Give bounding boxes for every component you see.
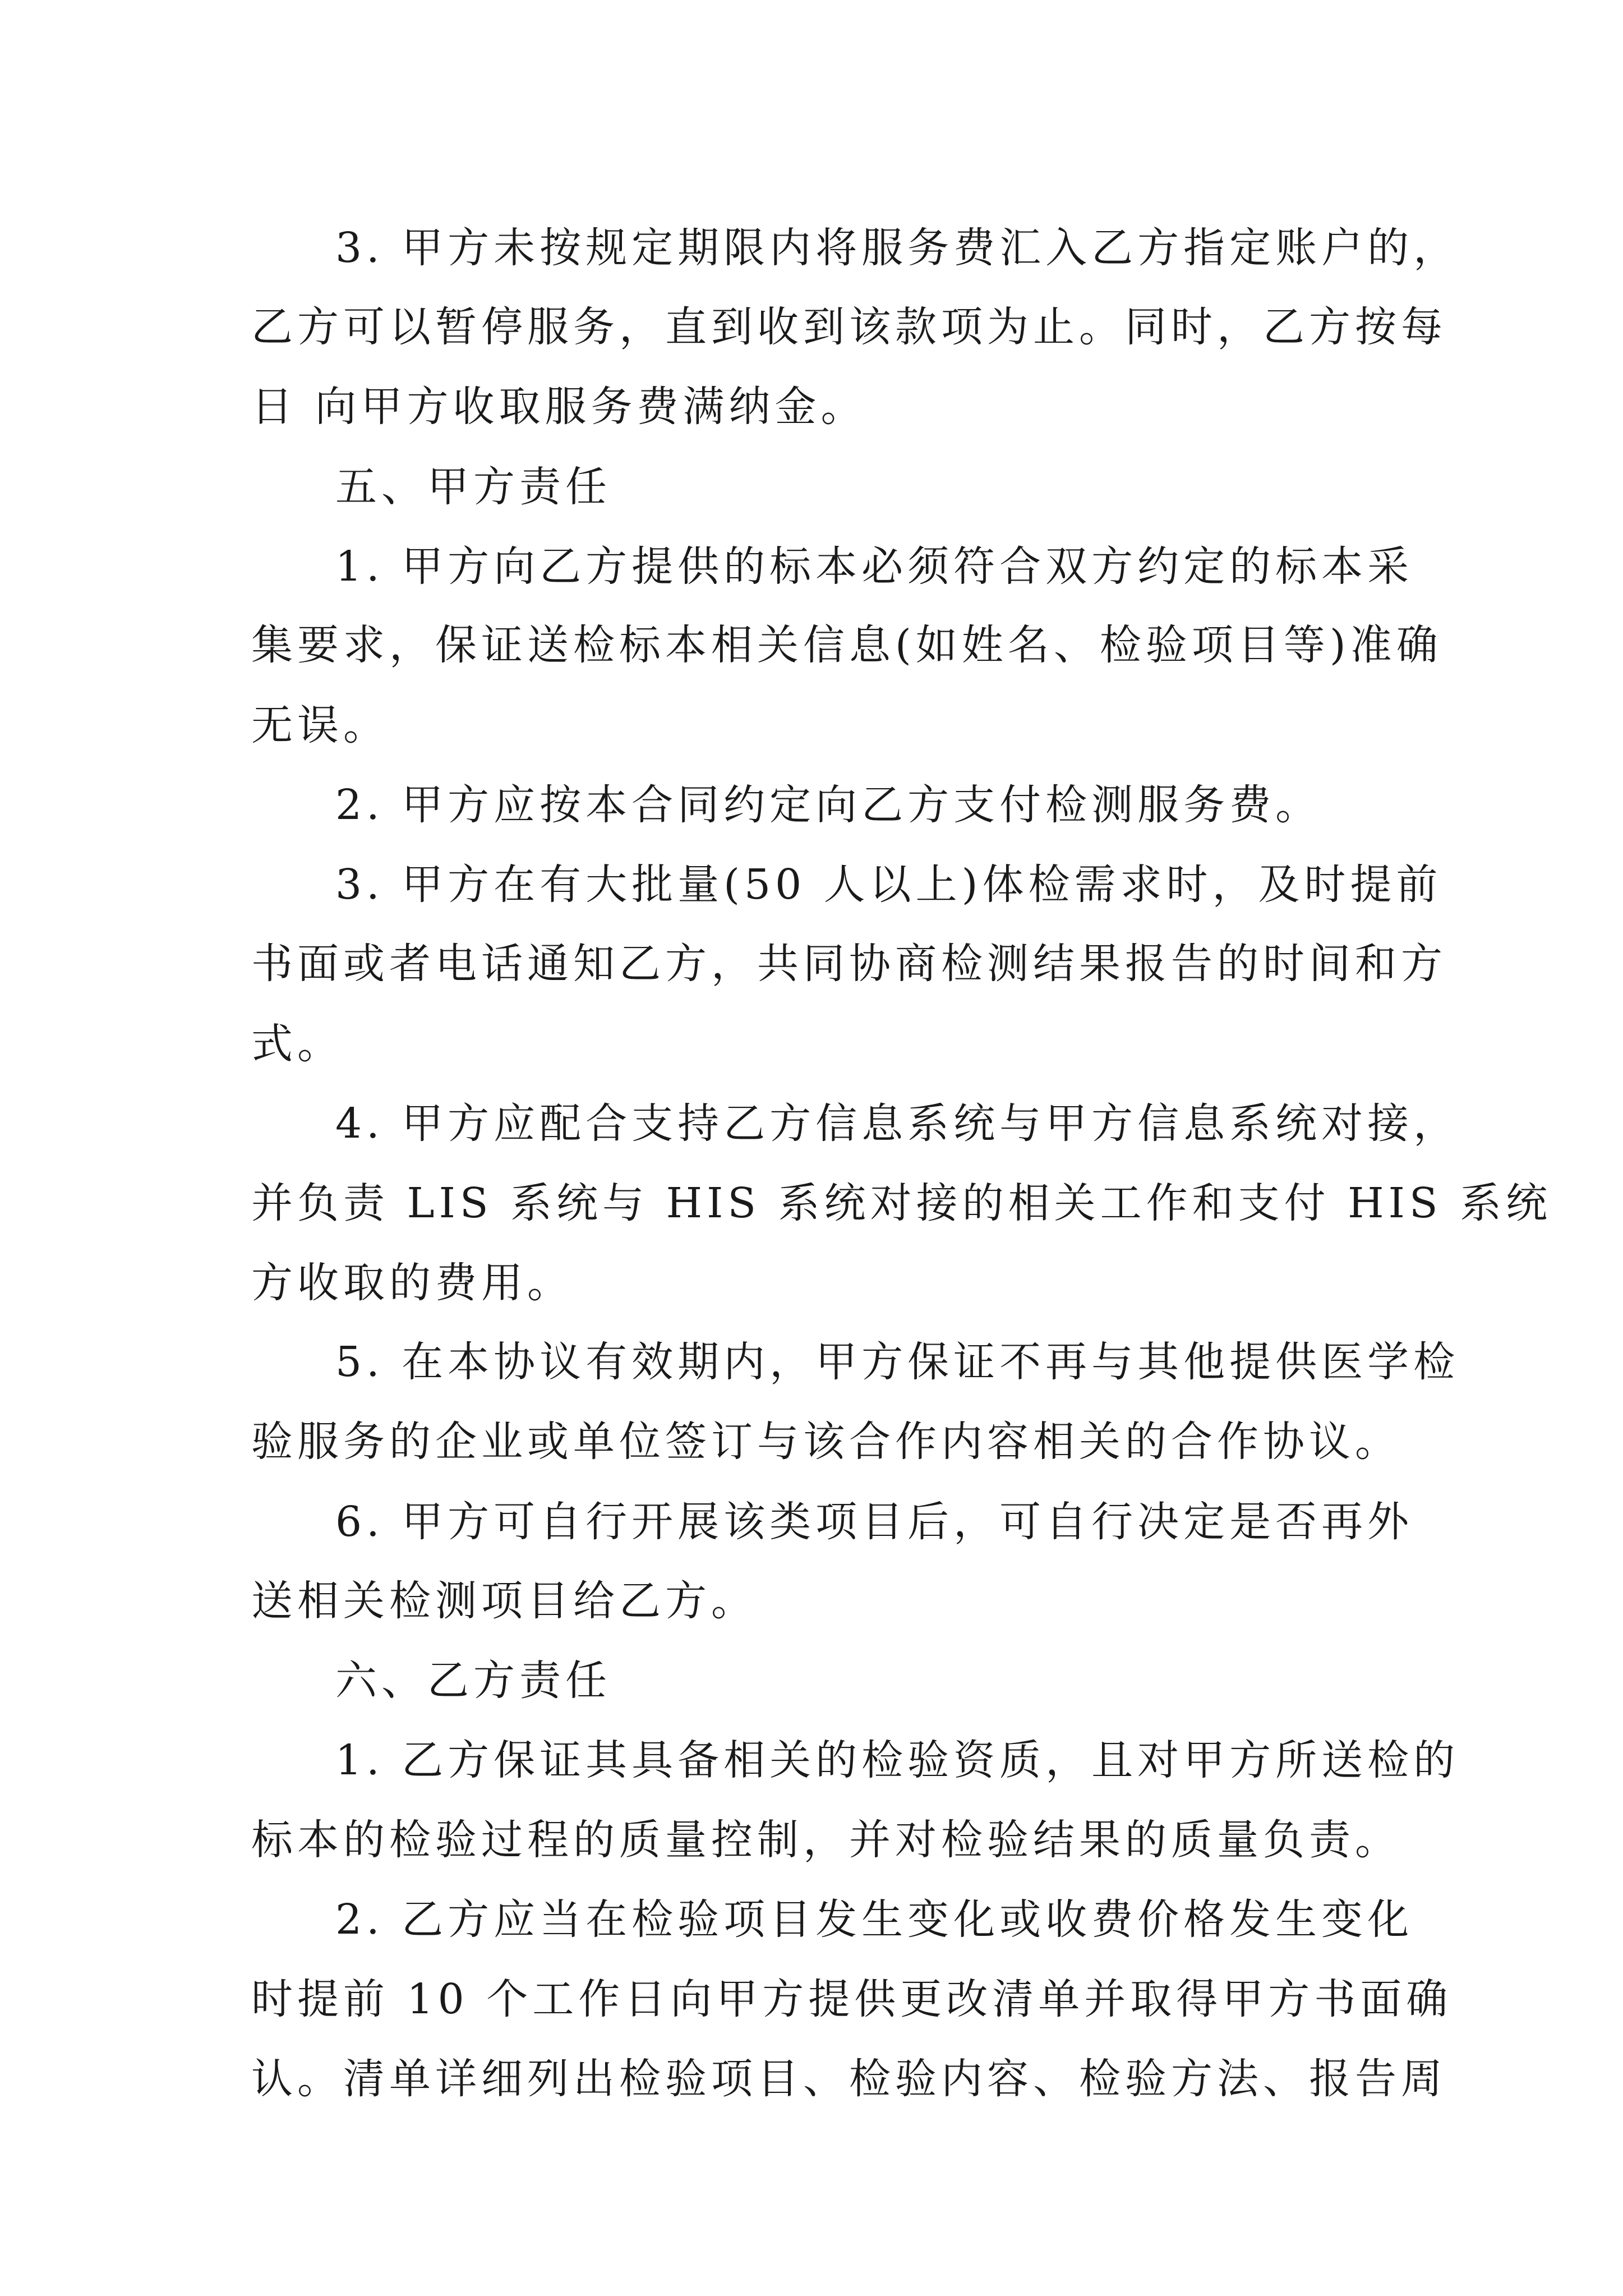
text-line: 日 向甲方收取服务费满纳金。 — [251, 383, 867, 431]
text-line: 4. 甲方应配合支持乙方信息系统与甲方信息系统对接， — [335, 1099, 1460, 1148]
text-line: 标本的检验过程的质量控制，并对检验结果的质量负责。 — [251, 1816, 1401, 1864]
text-line: 式。 — [251, 1020, 343, 1068]
text-line: 1. 甲方向乙方提供的标本必须符合双方约定的标本采 — [335, 542, 1414, 591]
text-line: 2. 甲方应按本合同约定向乙方支付检测服务费。 — [335, 781, 1322, 829]
text-line: 3. 甲方未按规定期限内将服务费汇入乙方指定账户的， — [335, 224, 1460, 272]
text-line: 送相关检测项目给乙方。 — [251, 1577, 757, 1625]
text-line: 方收取的费用。 — [251, 1259, 573, 1307]
text-line: 乙方可以暂停服务，直到收到该款项为止。同时，乙方按每 — [251, 303, 1447, 351]
section-heading: 五、甲方责任 — [335, 463, 611, 511]
text-line: 无误。 — [251, 701, 389, 749]
text-line: 集要求，保证送检标本相关信息(如姓名、检验项目等)准确 — [251, 621, 1442, 669]
text-line: 验服务的企业或单位签订与该合作内容相关的合作协议。 — [251, 1418, 1401, 1466]
text-line: 5. 在本协议有效期内，甲方保证不再与其他提供医学检 — [335, 1338, 1460, 1386]
text-line: 书面或者电话通知乙方，共同协商检测结果报告的时间和方 — [251, 940, 1447, 988]
text-line: 3. 甲方在有大批量(50 人以上)体检需求时，及时提前 — [335, 861, 1442, 909]
text-line: 6. 甲方可自行开展该类项目后，可自行决定是否再外 — [335, 1498, 1414, 1546]
text-line: 2. 乙方应当在检验项目发生变化或收费价格发生变化 — [335, 1895, 1414, 1944]
section-heading: 六、乙方责任 — [335, 1657, 611, 1705]
text-line: 1. 乙方保证其具备相关的检验资质，且对甲方所送检的 — [335, 1736, 1460, 1784]
text-line: 并负责 LIS 系统与 HIS 系统对接的相关工作和支付 HIS 系统 — [251, 1179, 1552, 1227]
text-line: 时提前 10 个工作日向甲方提供更改清单并取得甲方书面确 — [251, 1975, 1453, 2023]
text-line: 认。清单详细列出检验项目、检验内容、检验方法、报告周 — [251, 2055, 1447, 2103]
